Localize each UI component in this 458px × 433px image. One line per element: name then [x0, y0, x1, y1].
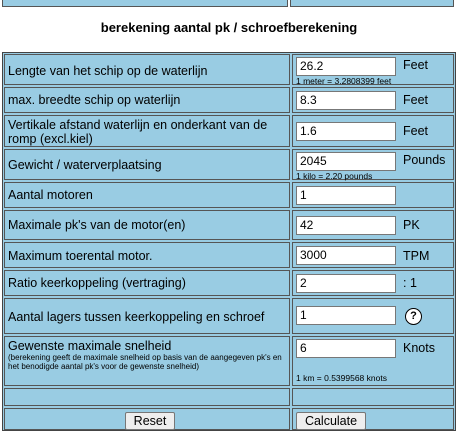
engines-input[interactable]: 1	[296, 186, 396, 205]
label-cell	[4, 210, 290, 240]
label-cell	[4, 298, 290, 334]
row-bearings	[3, 298, 455, 334]
value-cell	[292, 115, 454, 147]
length-unit: Feet	[403, 58, 429, 72]
help-icon[interactable]: ?	[405, 308, 422, 325]
row-speed	[3, 336, 455, 386]
value-cell	[292, 54, 454, 85]
top-cell-right	[290, 0, 454, 7]
rpm-label: Maximum toerental motor.	[8, 249, 153, 263]
weight-conversion-note: 1 kilo = 2.20 pounds	[296, 171, 373, 181]
row-draft	[3, 115, 455, 147]
value-cell	[292, 210, 454, 240]
label-cell	[4, 270, 290, 296]
length-input[interactable]: 26.2	[296, 57, 396, 76]
speed-conversion-note: 1 km = 0.5399568 knots	[296, 373, 387, 383]
button-cell	[292, 408, 454, 430]
rpm-input[interactable]: 3000	[296, 246, 396, 265]
row-horsepower	[3, 210, 455, 240]
value-cell	[292, 149, 454, 180]
value-cell	[292, 388, 454, 406]
gear-ratio-label: Ratio keerkoppeling (vertraging)	[8, 276, 186, 290]
label-cell	[4, 54, 290, 85]
row-length	[3, 54, 455, 85]
width-input[interactable]: 8.3	[296, 91, 396, 110]
value-cell	[292, 242, 454, 268]
label-cell	[4, 388, 290, 406]
draft-input[interactable]: 1.6	[296, 122, 396, 141]
width-unit: Feet	[403, 93, 429, 107]
gear-ratio-input[interactable]: 2	[296, 274, 396, 293]
speed-label: Gewenste maximale snelheid	[8, 339, 172, 353]
speed-input[interactable]: 6	[296, 339, 396, 358]
bearings-input[interactable]: 1	[296, 306, 396, 325]
top-table-edge	[0, 0, 458, 8]
horsepower-unit: PK	[403, 218, 420, 232]
gear-ratio-unit: : 1	[403, 276, 417, 290]
row-rpm	[3, 242, 455, 268]
rpm-unit: TPM	[403, 249, 430, 263]
row-gear-ratio	[3, 270, 455, 296]
page-title: berekening aantal pk / schroefberekening	[100, 20, 358, 35]
draft-label: Vertikale afstand waterlijn en onderkant van de romp (excl.kiel)	[8, 118, 268, 146]
length-conversion-note: 1 meter = 3.2808399 feet	[296, 76, 392, 86]
engines-label: Aantal motoren	[8, 188, 93, 202]
value-cell	[292, 298, 454, 334]
label-cell	[4, 182, 290, 208]
width-label: max. breedte schip op waterlijn	[8, 93, 181, 107]
value-cell	[292, 87, 454, 113]
horsepower-input[interactable]: 42	[296, 216, 396, 235]
speed-explanation: (berekening geeft de maximale snelheid op basis van de aangegeven pk's en het benodigde aantal pk's voor de gewenste snelheid)	[8, 353, 282, 371]
label-cell	[4, 336, 290, 386]
horsepower-label: Maximale pk's van de motor(en)	[8, 218, 186, 232]
top-cell-left	[2, 0, 288, 7]
label-cell	[4, 87, 290, 113]
draft-unit: Feet	[403, 124, 429, 138]
speed-unit: Knots	[403, 341, 435, 355]
label-cell	[4, 242, 290, 268]
value-cell	[292, 270, 454, 296]
row-spacer	[3, 388, 455, 406]
calculate-button[interactable]: Calculate	[296, 412, 366, 430]
row-width	[3, 87, 455, 113]
row-weight	[3, 149, 455, 180]
value-cell	[292, 336, 454, 386]
bearings-label: Aantal lagers tussen keerkoppeling en schroef	[8, 310, 265, 324]
reset-button[interactable]: Reset	[125, 412, 175, 430]
row-buttons	[3, 408, 455, 430]
calculator-form	[2, 52, 456, 431]
length-label: Lengte van het schip op de waterlijn	[8, 64, 208, 78]
weight-label: Gewicht / waterverplaatsing	[8, 158, 162, 172]
weight-input[interactable]: 2045	[296, 152, 396, 171]
row-engines	[3, 182, 455, 208]
label-cell	[4, 115, 290, 147]
label-cell	[4, 149, 290, 180]
weight-unit: Pounds	[403, 153, 446, 167]
button-cell	[4, 408, 290, 430]
value-cell	[292, 182, 454, 208]
